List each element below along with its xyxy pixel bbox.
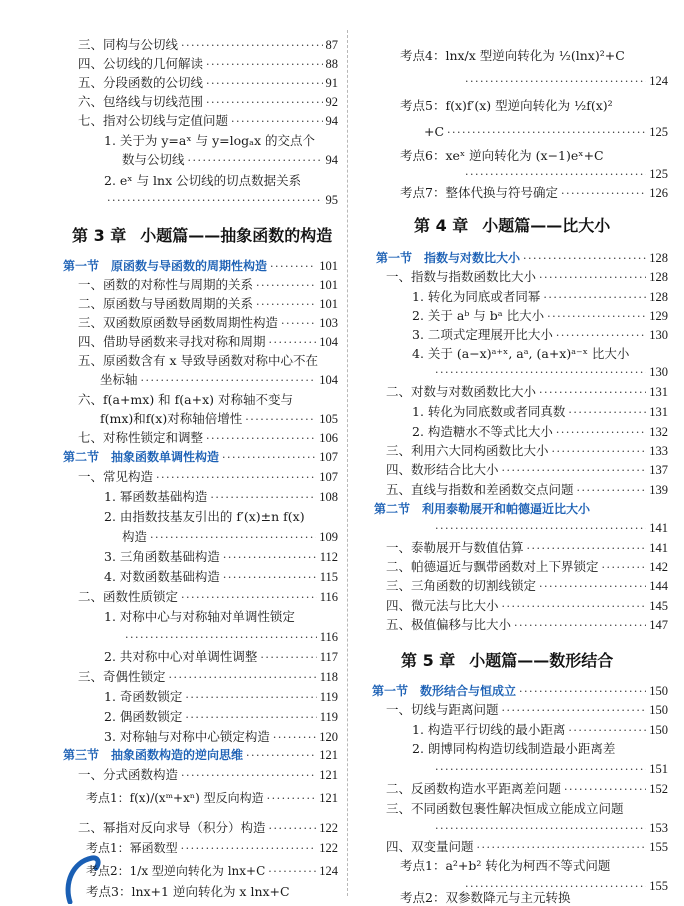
toc-entry (78, 75, 338, 92)
toc-entry (78, 315, 338, 332)
toc-leader-dots (502, 463, 647, 479)
toc-entry-title: 考点2：双参数降元与主元转换 (400, 890, 571, 905)
toc-page-number: 104 (319, 373, 338, 387)
toc-entry-title: 第一节 原函数与导函数的周期性构造 (63, 259, 268, 273)
toc-entry-title: 一、切线与距离问题 (386, 702, 499, 717)
toc-page-number: 126 (649, 186, 668, 200)
chapter-4-heading (414, 213, 610, 236)
toc-leader-dots (141, 373, 317, 389)
toc-entry (386, 482, 668, 499)
toc-page-number: 152 (649, 782, 668, 796)
toc-entry (386, 598, 668, 615)
toc-leader-dots (527, 541, 647, 557)
toc-entry-title: 第二节 抽象函数单调性构造 (63, 450, 220, 464)
toc-leader-dots (281, 316, 316, 332)
toc-page-number: 144 (649, 579, 668, 593)
toc-entry-title: 四、微元法与比大小 (386, 598, 499, 613)
toc-entry (104, 489, 338, 506)
toc-entry-title: 构造 (122, 529, 148, 544)
toc-page-number: 87 (325, 38, 338, 52)
toc-page-number: 137 (649, 463, 668, 477)
toc-entry (462, 73, 668, 90)
toc-entry (386, 443, 668, 460)
toc-entry (104, 173, 338, 189)
toc-page-number: 129 (649, 309, 668, 323)
toc-entry-title: 四、借助导函数来寻找对称和周期 (78, 334, 266, 349)
toc-leader-dots (206, 95, 322, 111)
toc-entry (386, 801, 668, 817)
toc-entry-title: 一、泰勒展开与数值估算 (386, 540, 524, 555)
toc-entry-title: 1. 转化为同底数或者同真数 (412, 404, 566, 419)
toc-entry-title: 考点2：1/x 型逆向转化为 lnx+C (86, 864, 266, 878)
toc-leader-dots (256, 278, 316, 294)
toc-leader-dots (223, 570, 317, 586)
toc-leader-dots (552, 444, 647, 460)
toc-leader-dots (245, 412, 316, 428)
toc-section-entry (63, 449, 338, 466)
toc-page-number: 108 (319, 490, 338, 504)
toc-entry (400, 890, 668, 906)
toc-entry (86, 863, 338, 880)
toc-page-number: 121 (319, 791, 338, 805)
toc-entry-title: 三、双函数原函数导函数周期性构造 (78, 315, 279, 330)
toc-leader-dots (270, 259, 316, 275)
toc-entry-title: 六、包络线与切线范围 (78, 94, 204, 109)
chapter-number: 第 5 章 (401, 651, 456, 670)
toc-entry-title: 二、帕德逼近与飘带函数对上下界锁定 (386, 559, 599, 574)
toc-entry (104, 649, 338, 666)
toc-entry (400, 148, 668, 164)
toc-leader-dots (523, 251, 646, 267)
toc-entry-title: 二、函数性质锁定 (78, 589, 179, 604)
column-divider (347, 30, 348, 896)
toc-page-number: 116 (319, 630, 338, 644)
chapter-3-heading (72, 223, 332, 246)
toc-leader-dots (206, 76, 322, 92)
toc-entry-title: 数与公切线 (122, 152, 185, 167)
toc-entry (412, 327, 668, 344)
toc-entry (386, 578, 668, 595)
toc-entry (100, 411, 338, 428)
toc-entry (386, 269, 668, 286)
toc-entry (104, 509, 338, 525)
toc-entry (386, 462, 668, 479)
toc-entry-title: 七、对称性锁定和调整 (78, 430, 204, 445)
toc-entry-title: 第三节 抽象函数构造的逆向思维 (63, 748, 244, 762)
toc-page-number: 121 (319, 768, 338, 782)
toc-entry-title: 第一节 指数与对数比大小 (376, 251, 521, 265)
toc-page-number: 101 (319, 297, 338, 311)
toc-entry (78, 669, 338, 686)
toc-entry (104, 689, 338, 706)
toc-entry-title: 一、指数与指数函数比大小 (386, 269, 537, 284)
toc-page-number: 119 (319, 710, 338, 724)
toc-page-number: 141 (649, 541, 668, 555)
toc-entry-title: 四、公切线的几何解读 (78, 56, 204, 71)
toc-page-number: 88 (325, 57, 338, 71)
toc-entry (104, 569, 338, 586)
toc-entry-title: 2. eˣ 与 lnx 公切线的切点数据关系 (104, 173, 302, 188)
toc-page-number: 119 (319, 690, 338, 704)
toc-entry (78, 113, 338, 130)
toc-entry-title: 2. 构造糖水不等式比大小 (412, 424, 553, 439)
toc-entry-title: 六、f(a+mx) 和 f(a+x) 对称轴不变与 (78, 392, 293, 407)
toc-entry (412, 404, 668, 421)
toc-leader-dots (477, 840, 647, 856)
toc-entry (86, 790, 338, 807)
toc-page-number: 155 (649, 840, 668, 854)
toc-entry-title: 考点7：整体代换与符号确定 (400, 185, 558, 200)
toc-entry (386, 559, 668, 576)
toc-page-number: 112 (319, 550, 338, 564)
toc-page-number: 103 (319, 316, 338, 330)
toc-entry (412, 741, 668, 757)
toc-entry-title: 四、数形结合比大小 (386, 462, 499, 477)
toc-entry (104, 709, 338, 726)
toc-leader-dots (206, 57, 322, 73)
toc-page-number: 130 (649, 328, 668, 342)
toc-page-number: 150 (649, 723, 668, 737)
toc-page-number: 121 (319, 748, 338, 762)
toc-entry (412, 289, 668, 306)
toc-section-entry (63, 258, 338, 275)
toc-entry-title: 七、指对公切线与定值问题 (78, 113, 229, 128)
toc-entry (400, 858, 668, 874)
toc-leader-dots (181, 38, 322, 54)
toc-entry (78, 296, 338, 313)
toc-page-number: 147 (649, 618, 668, 632)
toc-entry (400, 98, 668, 114)
toc-entry-title: 三、不同函数包裹性解决恒成立能成立问题 (386, 801, 624, 816)
toc-entry-title: 1. 关于为 y=aˣ 与 y=logₐx 的交点个 (104, 133, 316, 148)
toc-page-number: 151 (649, 762, 668, 776)
toc-leader-dots (556, 328, 646, 344)
toc-entry-title: 考点4：lnx/x 型逆向转化为 ½(lnx)²+C (400, 48, 625, 63)
toc-page-number: 94 (325, 114, 338, 128)
toc-entry-title: 五、分段函数的公切线 (78, 75, 204, 90)
toc-section-entry (372, 683, 668, 700)
toc-page-number: 131 (649, 405, 668, 419)
toc-entry-title: 3. 三角函数基础构造 (104, 549, 220, 564)
toc-page-number: 153 (649, 821, 668, 835)
toc-leader-dots (256, 297, 316, 313)
toc-entry-title: 4. 关于 (a−x)ᵃ⁺ˣ, aᵃ, (a+x)ᵃ⁻ˣ 比大小 (412, 346, 630, 361)
toc-page-number: 141 (649, 521, 668, 535)
toc-leader-dots (181, 590, 317, 606)
toc-page-number: 92 (325, 95, 338, 109)
toc-entry-title: 考点1：a²+b² 转化为柯西不等式问题 (400, 858, 611, 873)
toc-page-number: 124 (649, 74, 668, 88)
toc-page-number: 142 (649, 560, 668, 574)
toc-leader-dots (222, 450, 316, 466)
toc-entry-title: 二、反函数构造水平距离差问题 (386, 781, 562, 796)
toc-entry (86, 840, 338, 857)
toc-page-number: 120 (319, 730, 338, 744)
chapter-5-heading (401, 648, 613, 671)
toc-leader-dots (435, 365, 646, 381)
toc-entry (432, 820, 668, 837)
toc-entry (86, 884, 338, 900)
toc-entry-title: 考点1：幂函数型 (86, 841, 178, 855)
toc-leader-dots (465, 74, 646, 90)
toc-entry (78, 277, 338, 294)
toc-page-number: 155 (649, 879, 668, 893)
toc-page-number: 122 (319, 821, 338, 835)
toc-entry (78, 56, 338, 73)
toc-entry-title: 二、幂指对反向求导（积分）构造 (78, 820, 266, 835)
toc-entry (386, 781, 668, 798)
toc-entry-title: 第二节 利用泰勒展开和帕德逼近比大小 (374, 502, 591, 516)
toc-entry-title: 三、利用六大同构函数比大小 (386, 443, 549, 458)
toc-entry (78, 430, 338, 447)
toc-entry-title: 一、常见构造 (78, 469, 154, 484)
toc-entry (104, 609, 338, 625)
toc-entry-title: 五、极值偏移与比大小 (386, 617, 512, 632)
toc-page-number: 95 (325, 193, 338, 207)
toc-entry-title: 五、原函数含有 x 导致导函数对称中心不在 (78, 353, 318, 368)
toc-leader-dots (260, 650, 316, 666)
toc-entry-title: 三、同构与公切线 (78, 37, 179, 52)
toc-leader-dots (543, 290, 646, 306)
toc-entry (78, 589, 338, 606)
toc-page-number: 117 (319, 650, 338, 664)
toc-page-number: 125 (649, 167, 668, 181)
toc-entry-title: 考点1：f(x)/(xᵐ+xⁿ) 型反向构造 (86, 791, 264, 805)
toc-entry-title: 二、对数与对数函数比大小 (386, 384, 537, 399)
toc-entry (386, 540, 668, 557)
toc-entry-title: 考点5：f(x)f′(x) 型逆向转化为 ½f(x)² (400, 98, 613, 113)
toc-entry-title: 2. 关于 aᵇ 与 bᵃ 比大小 (412, 308, 545, 323)
toc-entry (386, 702, 668, 719)
toc-leader-dots (181, 841, 317, 857)
toc-entry (100, 372, 338, 389)
toc-leader-dots (269, 821, 317, 837)
toc-page-number: 125 (649, 125, 668, 139)
toc-entry (78, 820, 338, 837)
toc-leader-dots (556, 425, 646, 441)
toc-entry-title: 第一节 数形结合与恒成立 (372, 684, 517, 698)
chapter-number: 第 4 章 (414, 216, 469, 235)
toc-entry-title: 1. 转化为同底或者同幂 (412, 289, 541, 304)
toc-leader-dots (223, 550, 317, 566)
toc-page-number: 107 (319, 470, 338, 484)
toc-leader-dots (267, 791, 317, 807)
toc-entry (78, 469, 338, 486)
toc-page-number: 101 (319, 259, 338, 273)
toc-entry (104, 729, 338, 746)
toc-entry-title: 3. 二项式定理展开比大小 (412, 327, 553, 342)
toc-entry (104, 549, 338, 566)
toc-page-number: 101 (319, 278, 338, 292)
toc-page-number: 150 (649, 703, 668, 717)
toc-leader-dots (188, 153, 323, 169)
toc-leader-dots (206, 431, 316, 447)
toc-leader-dots (465, 167, 646, 183)
toc-section-entry (376, 250, 668, 267)
toc-entry (432, 520, 668, 537)
toc-leader-dots (269, 335, 317, 351)
toc-entry-title: 2. 共对称中心对单调性调整 (104, 649, 258, 664)
toc-leader-dots (107, 193, 323, 209)
toc-leader-dots (210, 490, 316, 506)
toc-leader-dots (447, 125, 646, 141)
toc-page-number: 109 (319, 530, 338, 544)
toc-entry (122, 529, 338, 546)
toc-entry (412, 424, 668, 441)
toc-leader-dots (568, 723, 646, 739)
toc-leader-dots (539, 579, 646, 595)
toc-entry-title: 3. 对称轴与对称中心锁定构造 (104, 729, 270, 744)
toc-leader-dots (268, 864, 316, 880)
toc-entry (386, 839, 668, 856)
toc-leader-dots (564, 782, 646, 798)
toc-leader-dots (502, 599, 647, 615)
toc-entry (78, 334, 338, 351)
toc-entry (432, 364, 668, 381)
toc-section-entry (63, 747, 338, 764)
toc-leader-dots (246, 748, 316, 764)
toc-leader-dots (568, 405, 646, 421)
chapter-title: 小题篇——抽象函数的构造 (140, 226, 333, 245)
toc-leader-dots (231, 114, 322, 130)
toc-entry-title: +C (424, 124, 445, 139)
toc-entry-title: 坐标轴 (100, 372, 138, 387)
toc-leader-dots (502, 703, 647, 719)
toc-page-number: 107 (319, 450, 338, 464)
toc-leader-dots (547, 309, 646, 325)
toc-leader-dots (435, 762, 646, 778)
toc-entry-title: 五、直线与指数和差函数交点问题 (386, 482, 574, 497)
toc-entry-title: 一、函数的对称性与周期的关系 (78, 277, 254, 292)
toc-entry-title: 2. 偶函数锁定 (104, 709, 183, 724)
toc-leader-dots (150, 530, 316, 546)
toc-leader-dots (169, 670, 317, 686)
toc-leader-dots (185, 690, 316, 706)
toc-entry-title: 一、分式函数构造 (78, 767, 179, 782)
toc-entry-title: 2. 由指数技基友引出的 f′(x)±n f(x) (104, 509, 305, 524)
toc-entry (78, 37, 338, 54)
toc-entry-title: 二、原函数与导函数周期的关系 (78, 296, 254, 311)
toc-entry (462, 166, 668, 183)
toc-entry-title: 考点3：lnx+1 逆向转化为 x lnx+C (86, 884, 290, 899)
toc-leader-dots (125, 630, 317, 646)
toc-entry (78, 767, 338, 784)
toc-page-number: 145 (649, 599, 668, 613)
toc-entry-title: 2. 朗博同构构造切线制造最小距离差 (412, 741, 616, 756)
toc-entry (400, 48, 668, 64)
toc-entry-title: 三、三角函数的切割线锁定 (386, 578, 537, 593)
toc-entry (424, 124, 668, 141)
toc-page-number: 105 (319, 412, 338, 426)
toc-entry (400, 185, 668, 202)
toc-entry (412, 722, 668, 739)
toc-entry (78, 392, 338, 408)
toc-entry-title: f(mx)和f(x)对称轴倍增性 (100, 411, 243, 426)
toc-leader-dots (561, 186, 646, 202)
toc-entry (104, 192, 338, 209)
toc-page-number: 150 (649, 684, 668, 698)
toc-page-number: 128 (649, 290, 668, 304)
toc-leader-dots (602, 560, 647, 576)
chapter-title: 小题篇——数形结合 (469, 651, 614, 670)
toc-entry-title: 1. 幂函数基础构造 (104, 489, 208, 504)
toc-page-number: 116 (319, 590, 338, 604)
toc-leader-dots (539, 385, 646, 401)
toc-entry (386, 617, 668, 634)
toc-page-number: 131 (649, 385, 668, 399)
toc-page-number: 118 (319, 670, 338, 684)
toc-leader-dots (185, 710, 316, 726)
toc-entry-title: 考点6：xeˣ 逆向转化为 (x−1)eˣ+C (400, 148, 604, 163)
toc-page-number: 91 (325, 76, 338, 90)
toc-leader-dots (519, 684, 646, 700)
toc-page-number: 106 (319, 431, 338, 445)
toc-entry-title: 1. 对称中心与对称轴对单调性锁定 (104, 609, 295, 624)
toc-entry (432, 761, 668, 778)
toc-leader-dots (435, 821, 646, 837)
toc-entry-title: 1. 奇函数锁定 (104, 689, 183, 704)
toc-section-entry (374, 501, 668, 517)
toc-entry (412, 346, 668, 362)
toc-page-number: 124 (319, 864, 338, 878)
toc-page-number: 104 (319, 335, 338, 349)
toc-entry-title: 四、双变量问题 (386, 839, 474, 854)
toc-page-number: 133 (649, 444, 668, 458)
toc-leader-dots (577, 483, 647, 499)
toc-leader-dots (273, 730, 316, 746)
toc-entry (104, 133, 338, 149)
toc-entry (78, 353, 338, 369)
toc-page-number: 122 (319, 841, 338, 855)
toc-entry (386, 384, 668, 401)
toc-leader-dots (156, 470, 316, 486)
chapter-number: 第 3 章 (72, 226, 127, 245)
toc-entry-title: 4. 对数函数基础构造 (104, 569, 220, 584)
toc-page-number: 94 (325, 153, 338, 167)
toc-entry-title: 三、奇偶性锁定 (78, 669, 166, 684)
toc-page-number: 130 (649, 365, 668, 379)
toc-entry (122, 152, 338, 169)
chapter-title: 小题篇——比大小 (482, 216, 611, 235)
toc-page-number: 128 (649, 251, 668, 265)
toc-leader-dots (435, 521, 646, 537)
toc-entry (122, 629, 338, 646)
toc-entry-title: 1. 构造平行切线的最小距离 (412, 722, 566, 737)
toc-leader-dots (539, 270, 646, 286)
toc-page-number: 115 (319, 570, 338, 584)
toc-entry (412, 308, 668, 325)
toc-page-number: 128 (649, 270, 668, 284)
toc-leader-dots (181, 768, 316, 784)
toc-page-number: 132 (649, 425, 668, 439)
toc-page-number: 139 (649, 483, 668, 497)
toc-entry (78, 94, 338, 111)
toc-leader-dots (514, 618, 646, 634)
